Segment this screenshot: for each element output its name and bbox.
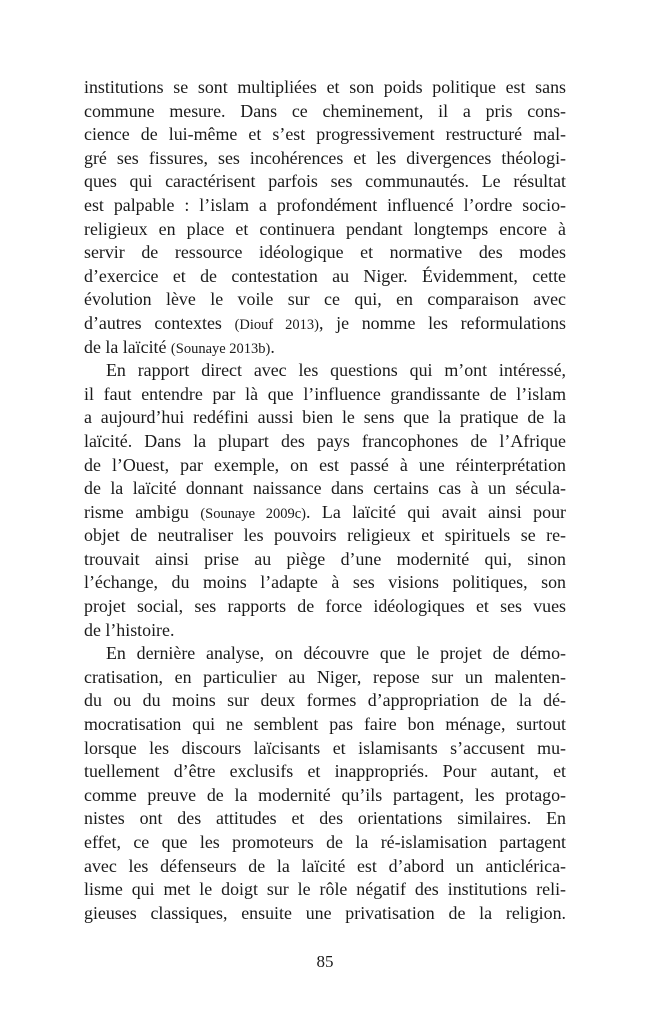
text-line: l’échange, du moins l’adapte à ses visions politiques, son bbox=[84, 572, 566, 593]
text-line bbox=[84, 312, 566, 336]
text-line: cience de lui-même et s’est progressivement restructuré mal- bbox=[84, 124, 566, 145]
text-line: est palpable : l’islam a profondément influencé l’ordre socio- bbox=[84, 194, 566, 215]
text-line: effet, ce que les promoteurs de la ré-islamisation partagent bbox=[84, 832, 566, 852]
text-line: lorsque les discours laïcisants et islamisants s’accusent mu- bbox=[84, 737, 566, 758]
text-line bbox=[84, 501, 566, 525]
text-line: comme preuve de la modernité qu’ils partagent, les protago- bbox=[84, 784, 566, 805]
line-text: de la laïcité bbox=[84, 336, 171, 357]
citation: (Sounaye 2009c) bbox=[200, 505, 306, 522]
text-line: évolution lève le voile sur ce qui, en comparaison avec bbox=[84, 289, 566, 310]
text-line: commune mesure. Dans ce cheminement, il a pris cons- bbox=[84, 100, 566, 121]
citation: (Diouf 2013) bbox=[234, 316, 319, 333]
line-text: . bbox=[270, 336, 275, 357]
text-line: cratisation, en particulier au Niger, repose sur un malenten- bbox=[84, 666, 566, 687]
text-line: projet social, ses rapports de force idéologiques et ses vues bbox=[84, 596, 566, 617]
text-line: nistes ont des attitudes et des orientations similaires. En bbox=[84, 808, 566, 829]
text-line: institutions se sont multipliées et son poids politique est sans bbox=[84, 77, 566, 97]
citation: (Sounaye 2013b) bbox=[170, 340, 271, 357]
text-line: En dernière analyse, on découvre que le projet de démo- bbox=[106, 643, 566, 664]
text-line: tuellement d’être exclusifs et inappropriés. Pour autant, et bbox=[84, 761, 566, 782]
text-line: En rapport direct avec les questions qui m’ont intéressé, bbox=[106, 360, 566, 381]
page-number: 85 bbox=[316, 952, 334, 971]
text-line: servir de ressource idéologique et normative des modes bbox=[84, 242, 566, 263]
text-line: a aujourd’hui redéfini aussi bien le sens que la pratique de la bbox=[84, 407, 566, 428]
text-line: de l’Ouest, par exemple, on est passé à une réinterprétation bbox=[84, 454, 566, 475]
text-line: gré ses fissures, ses incohérences et les divergences théologi- bbox=[84, 147, 566, 168]
text-line: il faut entendre par là que l’influence grandissante de l’islam bbox=[84, 383, 566, 404]
text-line: d’exercice et de contestation au Niger. Évidemment, cette bbox=[84, 265, 566, 286]
text-line: religieux en place et continuera pendant longtemps encore à bbox=[84, 218, 566, 239]
line-text: . La laïcité qui avait ainsi pour bbox=[305, 501, 566, 522]
line-text: d’autres contextes bbox=[84, 312, 235, 333]
line-text: risme ambigu bbox=[84, 501, 201, 522]
text-line: ques qui caractérisent parfois ses communautés. Le résultat bbox=[84, 171, 566, 192]
text-line: laïcité. Dans la plupart des pays francophones de l’Afrique bbox=[84, 430, 566, 451]
text-line: lisme qui met le doigt sur le rôle négatif des institutions reli- bbox=[84, 879, 566, 900]
text-line: de l’histoire. bbox=[84, 619, 175, 640]
text-line: gieuses classiques, ensuite une privatisation de la religion. bbox=[84, 902, 566, 923]
body-text bbox=[84, 76, 566, 925]
text-line: objet de neutraliser les pouvoirs religieux et spirituels se re- bbox=[84, 525, 566, 546]
text-line: mocratisation qui ne semblent pas faire bon ménage, surtout bbox=[84, 714, 566, 735]
text-line bbox=[84, 336, 566, 360]
text-line: trouvait ainsi prise au piège d’une modernité qui, sinon bbox=[84, 548, 566, 569]
text-line: de la laïcité donnant naissance dans certains cas à un sécula- bbox=[84, 478, 566, 499]
text-line: du ou du moins sur deux formes d’appropriation de la dé- bbox=[84, 690, 566, 711]
text-line: avec les défenseurs de la laïcité est d’abord un anticlérica- bbox=[84, 855, 566, 876]
line-text: , je nomme les reformulations bbox=[318, 312, 566, 333]
